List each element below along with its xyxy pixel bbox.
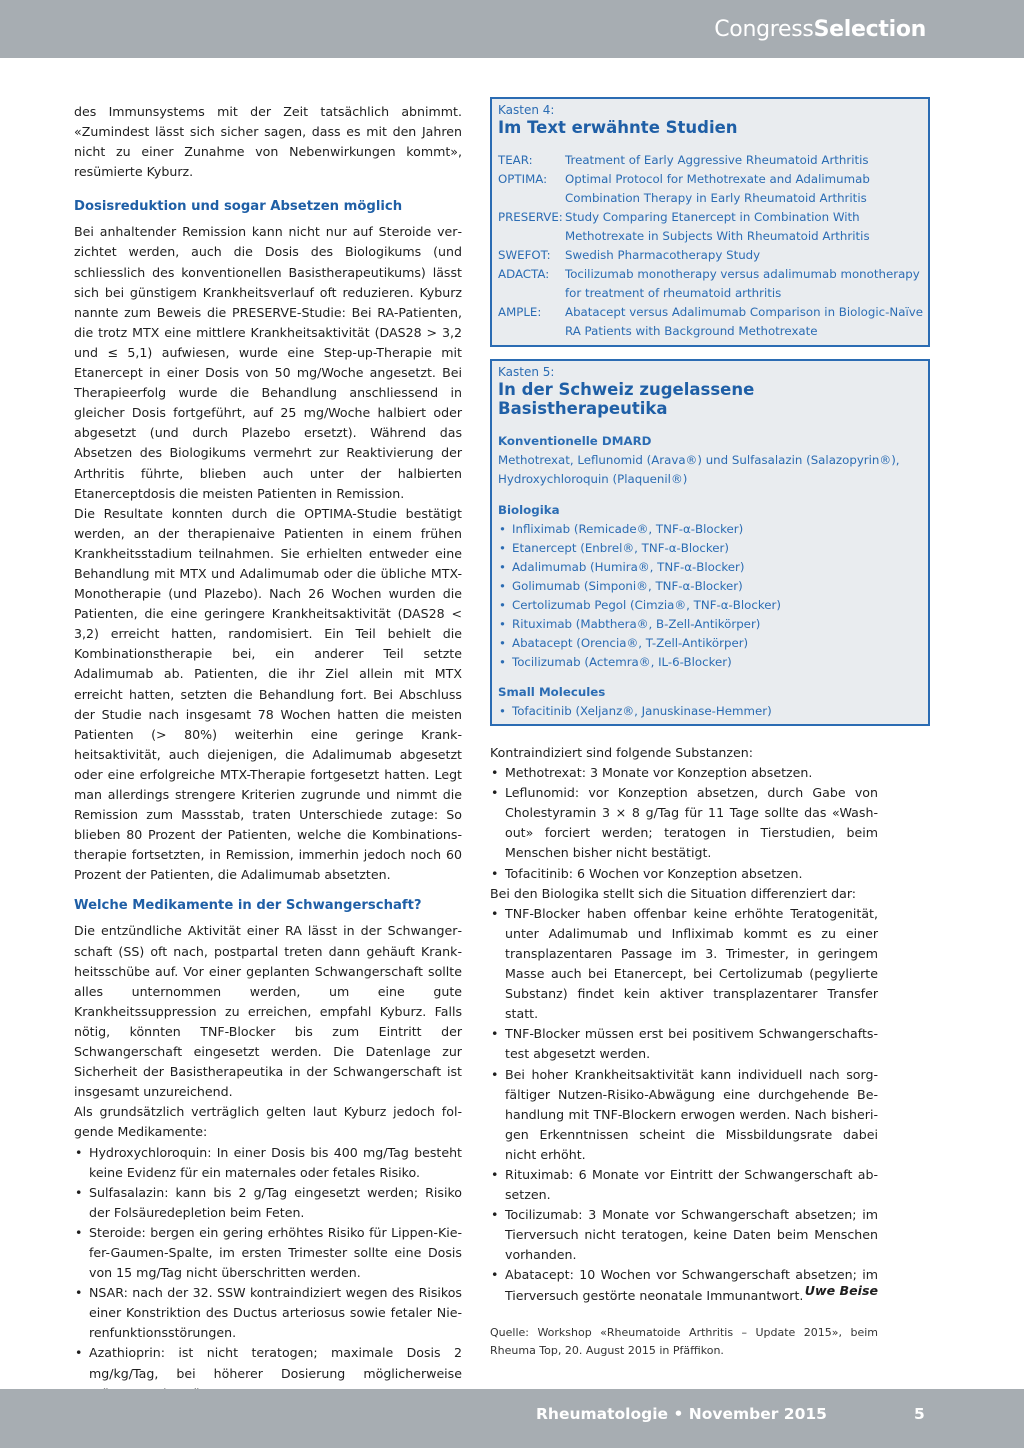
dmard-text: Methotrexat, Leflunomid (Arava®) und Sulfasalazin (Salazopyrin®), Hydroxychloroquin (Plaquenil®) [498, 453, 900, 486]
list-item: • NSAR: nach der 32. SSW kontraindiziert wegen des Risikos einer Konstriktion des Ductus arteriosus sowie fetaler Nierenfunktionsstörungen. [74, 1283, 462, 1343]
footer-journal: Rheumatologie • November 2015 [536, 1405, 827, 1423]
list-item: • Tocilizumab: 3 Monate vor Schwangerschaft absetzen; im Tierversuch nicht teratogen, keine Daten beim Menschen vorhanden. [490, 1205, 878, 1265]
list-item: • Infliximab (Remicade®, TNF-α-Blocker) [498, 520, 923, 539]
list-item: • Certolizumab Pegol (Cimzia®, TNF-α-Blocker) [498, 596, 923, 615]
brand-light: Congress [714, 17, 814, 42]
subheading-dmard: Konventionelle DMARD [498, 434, 652, 448]
list-item: • Etanercept (Enbrel®, TNF-α-Blocker) [498, 539, 923, 558]
list-item: • Leflunomid: vor Konzeption absetzen, durch Gabe von Cholestyramin 3 × 8 g/Tag für 11 Tage sollte das «Wash-out» forciert werden; teratogen in Tierstudien, beim Menschen bisher nicht bestätigt. [490, 783, 878, 863]
study-name: Optimal Protocol for Methotrexate and Adalimumab Combination Therapy in Early Rheumatoid Arthritis [565, 172, 870, 205]
biologika-section [498, 501, 923, 672]
list-item: • Adalimumab (Humira®, TNF-α-Blocker) [498, 558, 923, 577]
box-title-line: Basistherapeutika [498, 399, 668, 418]
study-name: Treatment of Early Aggressive Rheumatoid Arthritis [565, 153, 869, 167]
list-item: • Abatacept (Orencia®, T-Zell-Antikörper) [498, 634, 923, 653]
brand-logo [714, 17, 926, 42]
list-item: • Tofacitinib (Xeljanz®, Januskinase-Hemmer) [498, 702, 923, 721]
box-basistherapeutika [490, 359, 930, 726]
biologika-list [498, 520, 923, 672]
source-note: Quelle: Workshop «Rheumatoide Arthritis – Update 2015», beim Rheuma Top, 20. August 2015 in Pfäffikon. [490, 1326, 878, 1357]
box-kicker: Kasten 5: [498, 365, 555, 379]
biologika-pregnancy-list [490, 904, 878, 1306]
author-signature: Uwe Beise [804, 1283, 878, 1298]
study-name: Abatacept versus Adalimumab Comparison in Biologic-Naïve RA Patients with Background Methotrexate [565, 305, 923, 338]
subheading-biologika: Biologika [498, 503, 560, 517]
paragraph: Die entzündliche Aktivität einer RA lässt in der Schwangerschaft (SS) oft nach, postpartal treten dann gehäuft Krankheitsschübe auf. Vor einer geplanten Schwangerschaft sollte alles unternommen werden, um eine gute Krankheitssuppression zu erreichen, empfahl Kyburz. Falls nötig, könnten TNF-Blocker bis zum Eintritt der Schwangerschaft eingesetzt werden. Die Datenlage zur Sicherheit der Basistherapeutika in der Schwangerschaft ist insgesamt unzureichend. [74, 923, 462, 1100]
list-item: • Golimumab (Simponi®, TNF-α-Blocker) [498, 577, 923, 596]
study-abbr: PRESERVE: [498, 210, 563, 224]
list-item: • Methotrexat: 3 Monate vor Konzeption absetzen. [490, 763, 878, 783]
dmard-section [498, 432, 923, 489]
study-abbr: OPTIMA: [498, 172, 548, 186]
contraindicated-list [490, 763, 878, 884]
box-kicker: Kasten 4: [498, 103, 555, 117]
list-item: • Tocilizumab (Actemra®, IL-6-Blocker) [498, 653, 923, 672]
study-abbr: ADACTA: [498, 267, 550, 281]
section-heading-dosisreduktion: Dosisreduktion und sogar Absetzen möglich [74, 199, 403, 215]
paragraph: Bei anhaltender Remission kann nicht nur auf Steroide verzichtet werden, auch die Dosis des Biologikums (und schliesslich des konventionellen Basistherapeutikums) lässt sich bei günstigem Krankheitsverlauf oft reduzieren. Kyburz nannte zum Beweis die PRESERVE-Studie: Bei RA-Patienten, die trotz MTX eine mittlere Krankheitsaktivität (DAS28 > 3,2 und ≤ 5,1) aufwiesen, wurde eine Step-up-Therapie mit Etanercept in einer Dosis von 50 mg/Woche angesetzt. Bei Therapieerfolg wurde die Behandlung anschliessend in gleicher Dosis fortgeführt, auf 25 mg/Woche halbiert oder abgesetzt (und durch Plazebo ersetzt). Während das Absetzen des Biologikums vermehrt zur Reaktivierung der Arthritis führte, blieben auch unter der halbierten Etanerceptdosis die meisten Patienten in Remission. [74, 224, 462, 501]
brand-bold: Selection [813, 17, 926, 42]
study-name: Tocilizumab monotherapy versus adalimumab monotherapy for treatment of rheumatoid arthritis [565, 267, 920, 300]
section-heading-schwangerschaft: Welche Medikamente in der Schwangerschaft? [74, 898, 422, 914]
footer-bar [0, 1389, 1024, 1448]
list-item: • Sulfasalazin: kann bis 2 g/Tag eingesetzt werden; Risiko der Folsäuredepletion beim Feten. [74, 1183, 462, 1223]
intro-paragraph: des Immunsystems mit der Zeit tatsächlich abnimmt. «Zumindest lässt sich sicher sagen, dass es mit den Jahren nicht zu einer Zunahme von Nebenwirkungen kommt», resümierte Kyburz. [74, 104, 462, 180]
list-item: • Tofacitinib: 6 Wochen vor Konzeption absetzen. [490, 864, 878, 884]
list-item: • Rituximab (Mabthera®, B-Zell-Antikörper) [498, 615, 923, 634]
paragraph: Kontraindiziert sind folgende Substanzen: [490, 745, 753, 760]
study-name: Study Comparing Etanercept in Combination With Methotrexate in Subjects With Rheumatoid Arthritis [565, 210, 870, 243]
list-item: • Bei hoher Krankheitsaktivität kann individuell nach sorgfältiger Nutzen-Risiko-Abwägung eine durchgehende Behandlung mit TNF-Blockern erwogen werden. Nach bisherigen Erkenntnissen scheint die Missbildungsrate dabei nicht erhöht. [490, 1065, 878, 1165]
box-title-line: In der Schweiz zugelassene [498, 380, 755, 399]
list-item: • Steroide: bergen ein gering erhöhtes Risiko für Lippen-Kiefer-Gaumen-Spalte, im ersten Trimester sollte eine Dosis von 15 mg/Tag nicht überschritten werden. [74, 1223, 462, 1283]
list-item: • TNF-Blocker müssen erst bei positivem Schwangerschaftstest abgesetzt werden. [490, 1024, 878, 1064]
left-column [74, 102, 462, 1424]
page-number: 5 [914, 1405, 925, 1423]
subheading-small-molecules: Small Molecules [498, 685, 606, 699]
small-molecules-section [498, 683, 923, 721]
box-title [498, 380, 754, 418]
small-molecules-list [498, 702, 923, 721]
paragraph: Bei den Biologika stellt sich die Situation differenziert dar: [490, 885, 857, 901]
study-name: Swedish Pharmacotherapy Study [565, 248, 761, 262]
list-item: • Hydroxychloroquin: In einer Dosis bis 400 mg/Tag besteht keine Evidenz für ein maternales oder fetales Risiko. [74, 1143, 462, 1183]
paragraph: Als grundsätzlich verträglich gelten laut Kyburz jedoch folgende Medikamente: [74, 1104, 462, 1140]
list-item: • Azathioprin: ist nicht teratogen; maximale Dosis 2 mg/kg/Tag, bei höherer Dosierung möglicherweise [74, 1343, 462, 1403]
list-item: • Abatacept: 10 Wochen vor Schwangerschaft absetzen; im Tierversuch gestörte neonatale Immunantwort. [490, 1265, 878, 1305]
study-abbr: TEAR: [498, 153, 533, 167]
right-column [490, 743, 878, 1306]
medication-list [74, 1143, 462, 1424]
list-item: • TNF-Blocker haben offenbar keine erhöhte Teratogenität, unter Adalimumab und Infliximab kommt es zu einer transplazentaren Passage im 3. Trimester, in geringem Masse auch bei Etanercept, bei Certolizumab (pegylierte Substanz) findet kein aktiver transplazentarer Transfer statt. [490, 904, 878, 1025]
study-abbr: AMPLE: [498, 305, 542, 319]
paragraph: Die Resultate konnten durch die OPTIMA-Studie bestätigt werden, an der therapienaive Patienten in einem frühen Krankheitsstadium teilnahmen. Sie erhielten entweder eine Behandlung mit MTX und Adalimumab oder die übliche MTX-Monotherapie (und Plazebo). Nach 26 Wochen wurden die Patienten, die eine geringere Krankheitsaktivität (DAS28 < 3,2) erreicht hatten, randomisiert. Ein Teil behielt die Kombinationstherapie bei, ein anderer Teil setzte Adalimumab ab. Patienten, die ihr Ziel allein mit MTX erreicht hatten, setzten die Behandlung fort. Bei Abschluss der Studie nach insgesamt 78 Wochen hatten die meisten Patienten (> 80%) weiterhin eine geringe Krankheitsaktivität, auch diejenigen, die Adalimumab abgesetzt oder eine erfolgreiche MTX-Therapie fortgesetzt hatten. Legt man allerdings strengere Kriterien zugrunde und nimmt die Remission zum Massstab, traten Unterschiede zutage: So blieben 80 Prozent der Patienten, welche die Kombinationstherapie fortsetzten, in Remission, immerhin jedoch noch 60 Prozent der Patienten, die Adalimumab absetzten. [74, 505, 462, 883]
box-title: Im Text erwähnte Studien [498, 118, 738, 137]
list-item: • Rituximab: 6 Monate vor Eintritt der Schwangerschaft absetzen. [490, 1165, 878, 1205]
study-abbr: SWEFOT: [498, 248, 551, 262]
box-studies [490, 97, 930, 347]
